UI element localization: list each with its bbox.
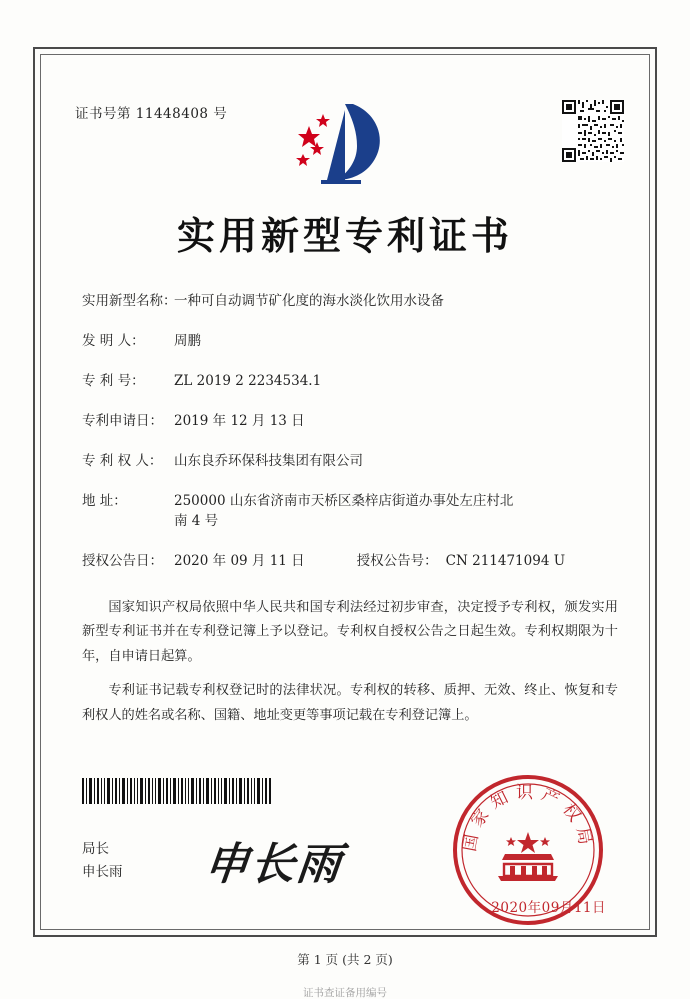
field-value: ZL 2019 2 2234534.1 (174, 373, 322, 390)
grant-date-segment (82, 552, 305, 572)
qr-code-icon (562, 100, 624, 162)
field-row-application-date (82, 412, 620, 432)
field-value: 周鹏 (174, 333, 201, 350)
field-value: CN 211471094 U (445, 552, 566, 569)
field-value: 2019 年 12 月 13 日 (174, 413, 305, 430)
field-row-patentee (82, 452, 620, 472)
paragraph-1: 国家知识产权局依照中华人民共和国专利法经过初步审查，决定授予专利权，颁发实用新型专利证书并在专利登记簿上予以登记。专利权自授权公告之日起生效。专利权期限为十年，自申请日起算。 (82, 600, 618, 664)
field-value-group (174, 492, 620, 531)
paragraph-2: 专利证书记载专利权登记时的法律状况。专利权的转移、质押、无效、终止、恢复和专利权人的姓名或名称、国籍、地址变更等事项记载在专利登记簿上。 (82, 683, 618, 723)
field-label: 专 利 号： (82, 373, 145, 390)
page-title: 实用新型专利证书 (176, 213, 513, 258)
field-row-patent-number (82, 372, 620, 392)
certificate-number: 证书号第 11448408 号 (75, 106, 228, 122)
field-row-address (82, 492, 620, 531)
corner-mark-top-left (33, 47, 57, 71)
barcode-icon (82, 778, 272, 804)
field-row-utility-model-name (82, 292, 620, 312)
grant-publication-segment (357, 552, 565, 572)
svg-text:国家知识产权局: 国家知识产权局 (459, 783, 597, 854)
field-value-line2: 南 4 号 (174, 512, 219, 529)
field-label: 实用新型名称： (82, 293, 177, 309)
page-footer: 第 1 页 (共 2 页) (297, 952, 393, 967)
field-label: 专 利 权 人： (82, 453, 163, 470)
field-label: 授权公告日： (82, 552, 163, 569)
field-row-grant (82, 552, 620, 572)
corner-mark-bottom-left (33, 913, 57, 937)
footer-note: 证书查证备用编号 (303, 987, 387, 999)
field-label: 发 明 人： (82, 333, 145, 350)
field-label: 授权公告号： (356, 552, 438, 569)
field-label: 专利申请日： (82, 413, 163, 430)
corner-mark-bottom-right (633, 913, 657, 937)
field-label: 地 址： (82, 493, 127, 510)
field-value: 250000 山东省济南市天桥区桑梓店街道办事处左庄村北 (174, 493, 514, 510)
director-name: 申长雨 (82, 863, 123, 880)
office-label: 局长 (82, 841, 109, 857)
cnipa-logo-icon (287, 96, 397, 186)
certificate-fields (82, 292, 620, 592)
field-row-inventor (82, 332, 620, 352)
field-value: 山东良乔环保科技集团有限公司 (174, 453, 363, 470)
handwritten-signature: 申长雨 (201, 839, 346, 890)
legal-text (82, 596, 618, 738)
field-value: 一种可自动调节矿化度的海水淡化饮用水设备 (174, 293, 444, 309)
field-value: 2020 年 09 月 11 日 (174, 552, 305, 569)
seal-date: 2020年09月11日 (491, 900, 606, 916)
signature-block (82, 838, 123, 884)
corner-mark-top-right (633, 47, 657, 71)
